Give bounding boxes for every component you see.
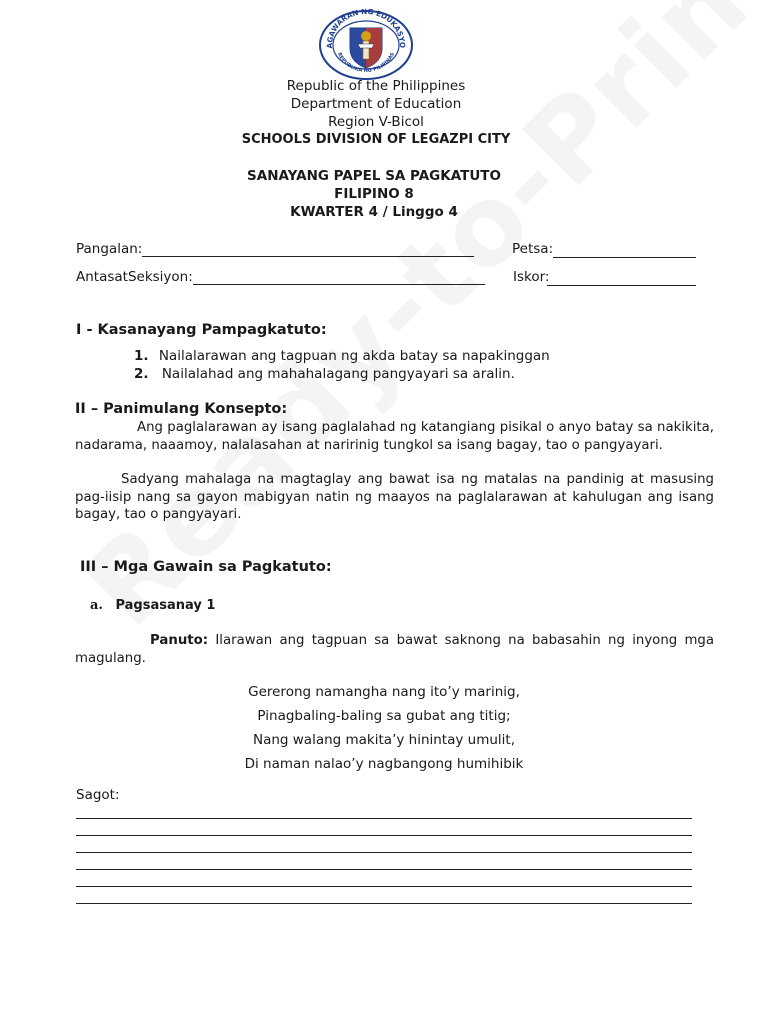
poem-line-2: Pinagbaling-baling sa gubat ang titig; bbox=[257, 708, 511, 724]
header-republic: Republic of the Philippines bbox=[286, 78, 466, 94]
date-label: Petsa: bbox=[512, 241, 554, 257]
deped-seal bbox=[318, 8, 414, 80]
worksheet-title bbox=[0, 167, 758, 221]
answer-label: Sagot: bbox=[76, 787, 120, 803]
section1-item-1 bbox=[134, 348, 550, 364]
answer-line[interactable] bbox=[76, 869, 692, 870]
section2-heading: II – Panimulang Konsepto: bbox=[75, 401, 288, 417]
title-quarter: KWARTER 4 / Linggo 4 bbox=[290, 204, 458, 220]
section1-item-2-number: 2. bbox=[134, 366, 149, 382]
section1-item-1-number: 1. bbox=[134, 348, 149, 364]
exercise-title: Pagsasanay 1 bbox=[115, 598, 216, 613]
poem-line-4: Di naman nalao’y nagbangong humihibik bbox=[244, 756, 524, 772]
answer-line[interactable] bbox=[76, 886, 692, 887]
section1-item-2 bbox=[134, 366, 515, 382]
section2-paragraph-2: Sadyang mahalaga na magtaglay ang bawat isa ng matalas na pandinig at masusing pag-iisip nang sa gayon mabigyan natin ng maayos na paglalarawan at kahulugan ang isang bagay, tao o pangyayari. bbox=[75, 472, 714, 522]
answer-line[interactable] bbox=[76, 903, 692, 904]
title-line1: SANAYANG PAPEL SA PAGKATUTO bbox=[247, 168, 501, 184]
section1-item-2-text: Nailalahad ang mahahalagang pangyayari sa aralin. bbox=[161, 366, 515, 382]
poem-line-3: Nang walang makita’y hinintay umulit, bbox=[252, 732, 516, 748]
header-department: Department of Education bbox=[290, 96, 462, 112]
poem-line-1: Gererong namangha nang ito’y marinig, bbox=[248, 684, 520, 700]
score-label: Iskor: bbox=[513, 269, 550, 285]
section-score-row bbox=[76, 269, 696, 289]
section2-paragraph-1: Ang paglalarawan ay isang paglalahad ng katangiang pisikal o anyo batay sa nakikita, nadarama, naaamoy, nalalasahan at naririnig tungkol sa isang bagay, tao o pangyayari. bbox=[75, 420, 714, 453]
section1-heading: I - Kasanayang Pampagkatuto: bbox=[76, 322, 327, 338]
seal-bottom-text: REPUBLIKA NG PILIPINAS bbox=[335, 51, 397, 74]
header-division: SCHOOLS DIVISION OF LEGAZPI CITY bbox=[241, 132, 511, 147]
section-blank[interactable] bbox=[193, 270, 485, 285]
header-region: Region V-Bicol bbox=[328, 114, 424, 130]
name-label: Pangalan: bbox=[76, 241, 143, 257]
date-blank[interactable] bbox=[553, 243, 696, 258]
section1-item-1-text: Nailalarawan ang tagpuan ng akda batay sa napakinggan bbox=[158, 348, 550, 364]
exercise-subheading bbox=[90, 598, 215, 613]
section3-heading: III – Mga Gawain sa Pagkatuto: bbox=[80, 559, 332, 575]
instruction-label: Panuto: bbox=[150, 633, 209, 648]
letterhead bbox=[0, 77, 760, 149]
answer-line[interactable] bbox=[76, 818, 692, 819]
seal-top-text: AGAWARAN NG EDUKASYO bbox=[324, 8, 408, 49]
title-subject: FILIPINO 8 bbox=[334, 186, 414, 202]
score-blank[interactable] bbox=[547, 271, 696, 286]
section-label: AntasatSeksiyon: bbox=[76, 269, 193, 285]
instruction-text: Ilarawan ang tagpuan sa bawat saknong na babasahin ng inyong mga magulang. bbox=[75, 633, 714, 666]
name-date-row bbox=[76, 241, 696, 261]
name-blank[interactable] bbox=[142, 242, 474, 257]
instruction bbox=[75, 632, 714, 667]
answer-line[interactable] bbox=[76, 852, 692, 853]
exercise-letter: a. bbox=[90, 598, 103, 613]
answer-line[interactable] bbox=[76, 835, 692, 836]
